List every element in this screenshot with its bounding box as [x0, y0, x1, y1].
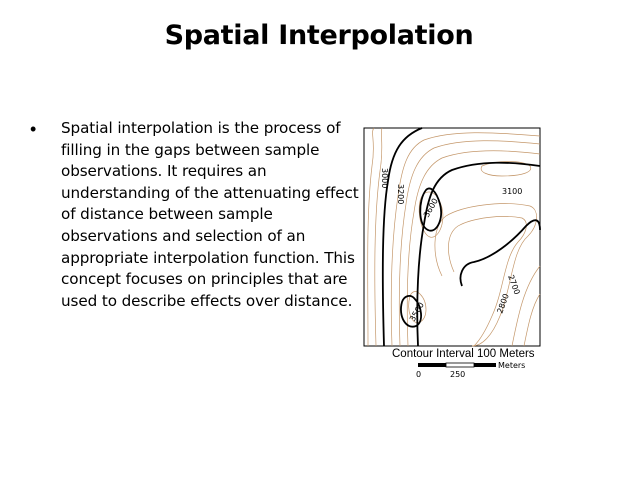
map-caption: Contour Interval 100 Meters	[392, 348, 535, 360]
map-frame	[364, 128, 540, 346]
scale-segment	[446, 363, 474, 367]
scale-start-label: 0	[416, 370, 422, 379]
contour-label: 2800	[495, 292, 511, 315]
scale-mid-label: 250	[450, 370, 466, 379]
scale-segment	[474, 363, 496, 367]
contour-label: 3600	[421, 196, 440, 219]
scale-bar	[406, 360, 546, 382]
contour-map	[362, 126, 542, 348]
contour-label: 3100	[502, 187, 523, 196]
contour-label: 3500	[407, 300, 426, 323]
contour-label: 3000	[380, 168, 389, 189]
bullet-text: Spatial interpolation is the process of filling in the gaps between sample observations. It requires an understanding of the attenuating effect of distance between sample observations and selection of an appropriate interpolation function. This concept focuses on principles that are used to describe effects over distance.	[61, 119, 359, 310]
contour-label: 2700	[506, 273, 522, 296]
scale-unit-label: Meters	[498, 361, 526, 370]
bullet-icon: •	[30, 119, 37, 139]
contour-label: 3200	[396, 184, 405, 205]
slide-title: Spatial Interpolation	[164, 20, 474, 51]
scale-segment	[418, 363, 446, 367]
